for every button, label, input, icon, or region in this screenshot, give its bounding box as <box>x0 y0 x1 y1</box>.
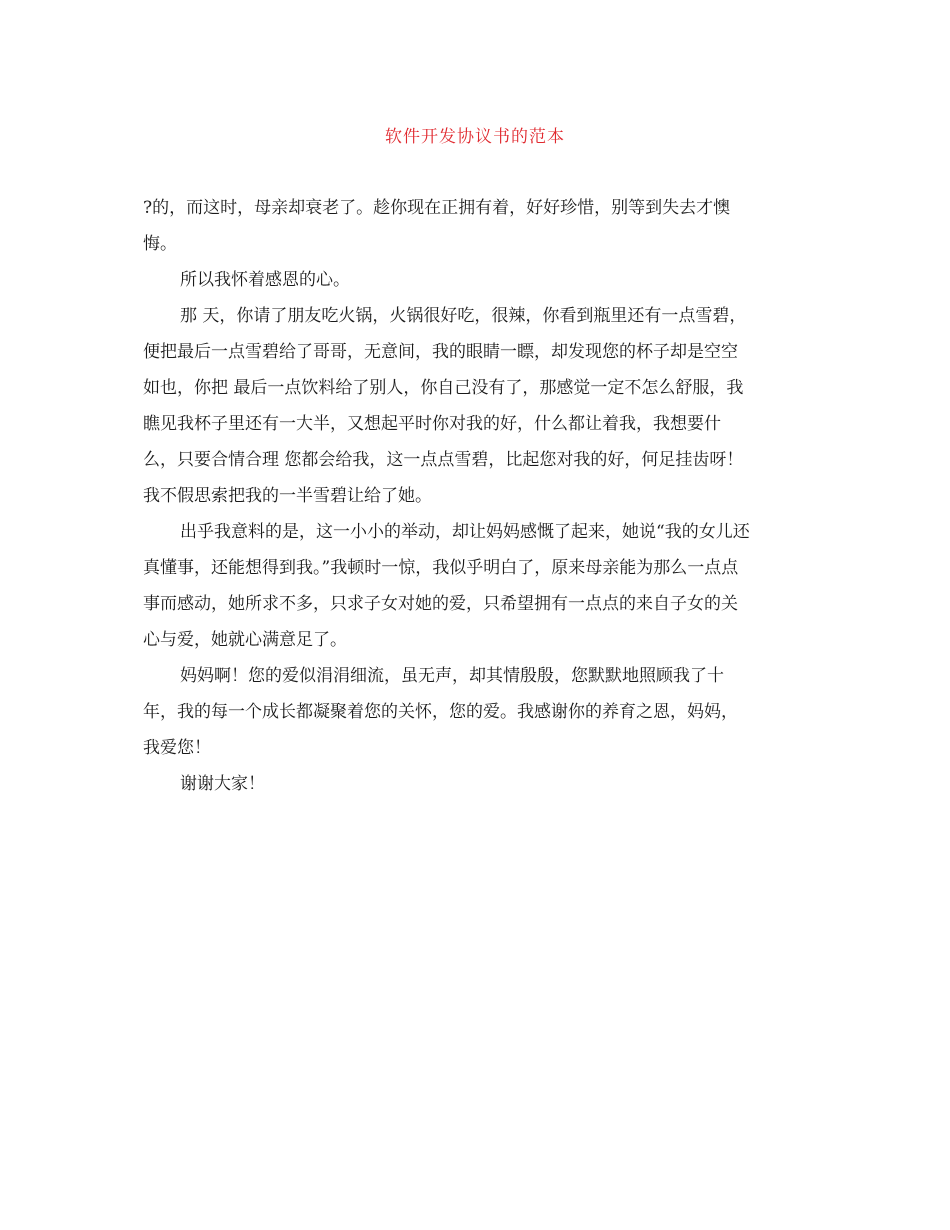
body-line: 谢谢大家！ <box>180 774 265 794</box>
body-line: 事而感动，她所求不多，只求子女对她的爱，只希望拥有一点点的来自子女的关 <box>143 594 738 614</box>
body-line: 么，只要合情合理 您都会给我，这一点点雪碧，比起您对我的好，何足挂齿呀！ <box>143 450 744 470</box>
body-line: 悔。 <box>143 234 177 254</box>
body-line: 所以我怀着感恩的心。 <box>180 270 350 290</box>
body-line: 我爱您！ <box>143 738 211 758</box>
body-line: 如也，你把 最后一点饮料给了别人，你自己没有了，那感觉一定不怎么舒服，我 <box>143 378 744 398</box>
document-body <box>143 190 811 802</box>
body-line: 真懂事，还能想得到我。”我顿时一惊，我似乎明白了，原来母亲能为那么一点点 <box>143 558 739 578</box>
body-line: 那 天，你请了朋友吃火锅，火锅很好吃，很辣，你看到瓶里还有一点雪碧， <box>180 306 747 326</box>
document-title: 软件开发协议书的范本 <box>385 127 565 147</box>
body-line: 瞧见我杯子里还有一大半，又想起平时你对我的好，什么都让着我，我想要什 <box>143 414 721 434</box>
body-line: 心与爱，她就心满意足了。 <box>143 630 347 650</box>
body-line: 便把最后一点雪碧给了哥哥，无意间，我的眼睛一瞟，却发现您的杯子却是空空 <box>143 342 738 362</box>
body-line: 我不假思索把我的一半雪碧让给了她。 <box>143 486 432 506</box>
body-line: ?的，而这时，母亲却衰老了。趁你现在正拥有着，好好珍惜，别等到失去才懊 <box>143 198 731 218</box>
body-line: 出乎我意料的是，这一小小的举动，却让妈妈感慨了起来，她说“我的女儿还 <box>180 522 750 542</box>
body-line: 年，我的每一个成长都凝聚着您的关怀，您的爱。我感谢你的养育之恩，妈妈， <box>143 702 738 722</box>
body-line: 妈妈啊！您的爱似涓涓细流，虽无声，却其情殷殷，您默默地照顾我了十 <box>180 666 724 686</box>
